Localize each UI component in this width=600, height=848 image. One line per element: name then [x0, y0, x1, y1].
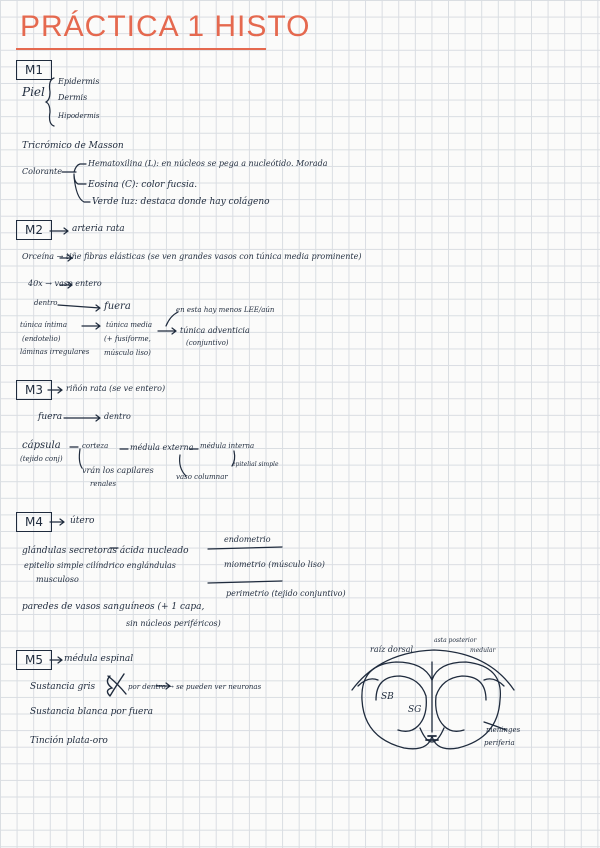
nota-text: en esta hay menos LEE/aún — [176, 306, 275, 314]
fuera-label: fuera — [104, 301, 131, 312]
sustancia-gris-label: Sustancia gris — [30, 682, 96, 692]
dentro-label: dentro — [34, 299, 58, 307]
glandulas-text: glándulas secretoras ácida nucleado — [22, 546, 189, 556]
musculoso-text: musculoso — [36, 575, 79, 584]
medula-externa-label: médula externa — [130, 443, 194, 452]
tincion-text: Tinción plata-oro — [30, 736, 108, 746]
layer-dermis: Dermis — [58, 93, 88, 102]
vaso-label: vaso columnar — [176, 473, 228, 481]
sb-label: SB — [381, 692, 394, 702]
miometrio-label: miometrio (músculo liso) — [224, 560, 325, 569]
hematoxilina-text: Hematoxilina (L): en núcleos se pega a nucleótido. Morada — [88, 159, 328, 168]
layer-epidermis: Epidermis — [58, 77, 100, 86]
page-title: PRÁCTICA 1 HISTO — [20, 10, 311, 43]
m5-topic: médula espinal — [64, 654, 134, 664]
section-label-m3: M3 — [16, 380, 52, 400]
adventicia-label: túnica adventicia — [180, 326, 250, 335]
section-label-m4: M4 — [16, 512, 52, 532]
asta-posterior-label: asta posterior — [434, 637, 477, 644]
tejido-label: (tejido conj) — [20, 455, 63, 463]
m2-topic: arteria rata — [72, 224, 125, 234]
section-label-m5: M5 — [16, 650, 52, 670]
renales-label: renales — [90, 480, 117, 488]
conjuntivo-label: (conjuntivo) — [186, 339, 229, 347]
laminas-label: láminas irregulares — [20, 348, 90, 356]
capilares-label: vrán los capilares — [82, 466, 154, 475]
piel-label: Piel — [22, 85, 45, 99]
nucleos-text: sin núcleos periféricos) — [126, 619, 221, 628]
musculo-label: músculo liso) — [104, 349, 151, 357]
sg-label: SG — [408, 705, 422, 715]
epitelio-label: epitelial simple — [232, 461, 279, 468]
m3-dentro: dentro — [104, 412, 131, 421]
orceina-text: Orceína → tiñe fibras elásticas (se ven grandes vasos con túnica media prominente) — [22, 252, 362, 261]
endotelio-label: (endotelio) — [22, 335, 61, 343]
magnification-text: 40x → vaso entero — [28, 279, 102, 288]
medula-interna-label: médula interna — [200, 442, 255, 450]
m3-topic: riñón rata (se ve entero) — [66, 384, 166, 393]
layer-hipodermis: Hipodermis — [58, 112, 100, 120]
capsula-label: cápsula — [22, 440, 61, 451]
corteza-label: corteza — [82, 442, 109, 450]
eosina-text: Eosina (C): color fucsia. — [88, 180, 198, 190]
perimetrio-label: perimetrio (tejido conjuntivo) — [226, 589, 346, 598]
periferia-label: periferia — [484, 739, 515, 747]
verde-luz-text: Verde luz: destaca donde hay colágeno — [92, 197, 270, 207]
m3-fuera: fuera — [38, 412, 63, 422]
asta-sub-label: medular — [470, 647, 496, 654]
sustancia-blanca-text: Sustancia blanca por fuera — [30, 707, 154, 717]
m4-topic: útero — [70, 516, 95, 526]
colorante-label: Colorante — [22, 167, 63, 176]
section-label-m1: M1 — [16, 60, 52, 80]
sustancia-gris-note: por dentro → se pueden ver neuronas — [128, 683, 262, 691]
endometrio-label: endometrio — [224, 535, 271, 544]
fusiforme-label: (+ fusiforme, — [104, 335, 151, 343]
media-label: túnica media — [106, 321, 153, 329]
meninges-label: meninges — [486, 726, 521, 734]
raiz-dorsal-label: raíz dorsal — [370, 645, 414, 654]
vasos-text: paredes de vasos sanguíneos (+ 1 capa, — [22, 602, 205, 612]
epitelio-text: epitelio simple cilíndrico englándulas — [24, 561, 176, 570]
stain-title: Tricrómico de Masson — [22, 141, 124, 151]
section-label-m2: M2 — [16, 220, 52, 240]
intima-label: túnica íntima — [20, 321, 67, 329]
